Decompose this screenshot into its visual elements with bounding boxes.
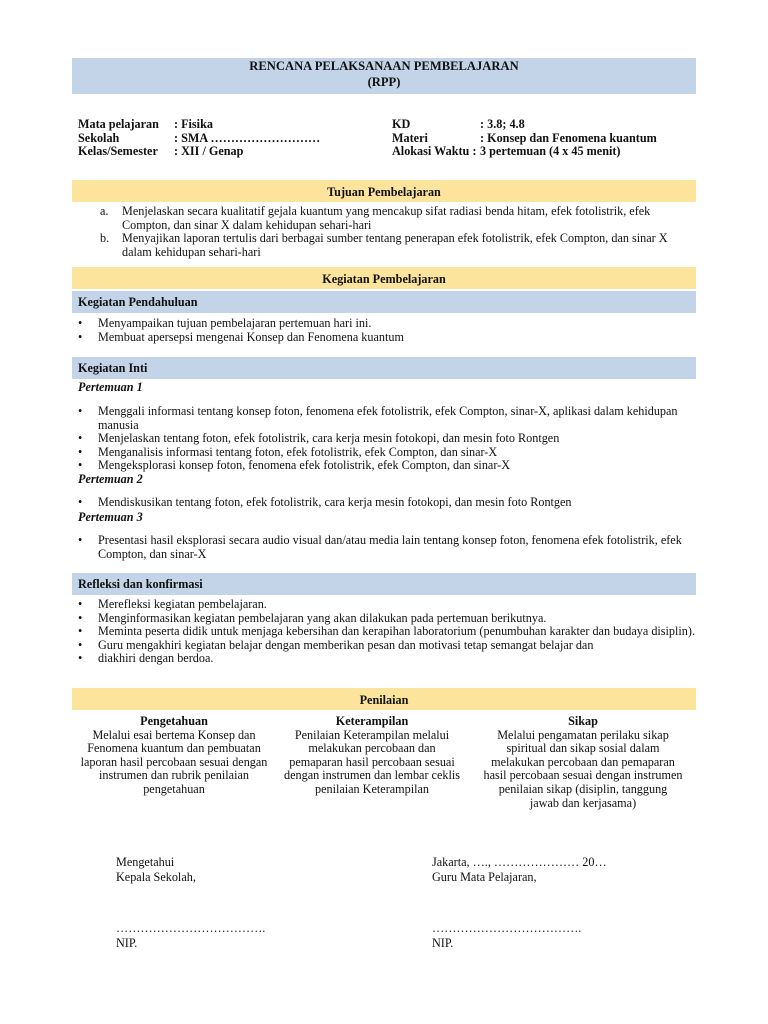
list-item: • Menjelaskan tentang foton, efek fotolistrik, cara kerja mesin fotokopi, dan mesin foto Rontgen bbox=[78, 431, 560, 446]
mapel-label: Mata pelajaran bbox=[78, 117, 159, 131]
sikap-heading: Sikap bbox=[568, 714, 598, 728]
keterampilan-text: Penilaian Keterampilan melalui melakukan percobaan dan pemaparan hasil percobaan sesuai dengan instrumen dan lembar ceklis penilaian Keterampilan bbox=[284, 727, 460, 796]
mapel-value: : Fisika bbox=[174, 117, 213, 131]
signature-right bbox=[432, 855, 607, 885]
keterampilan-heading: Keterampilan bbox=[335, 714, 409, 728]
kepala-sekolah-text: Kepala Sekolah, bbox=[116, 870, 196, 884]
document-subtitle: (RPP) bbox=[367, 75, 401, 89]
pertemuan-2-list bbox=[72, 496, 696, 510]
document-header bbox=[72, 58, 696, 94]
signature-dots: ………………………………. bbox=[432, 921, 582, 935]
pertemuan-1-list bbox=[72, 405, 696, 473]
info-left bbox=[78, 118, 320, 159]
list-item: a. Menjelaskan secara kualitatif gejala kuantum yang mencakup sifat radiasi benda hitam, efek fotolistrik, efek Compton, dan sinar X dalam kehidupan sehari-hari bbox=[100, 204, 651, 232]
list-item: b. Menyajikan laporan tertulis dari berbagai sumber tentang penerapan efek fotolistrik, efek Compton, dan sinar X dalam kehidupan sehari-hari bbox=[100, 231, 668, 259]
list-item: • Menyampaikan tujuan pembelajaran pertemuan hari ini. bbox=[78, 316, 372, 330]
alokasi-label: Alokasi Waktu : bbox=[392, 144, 477, 158]
pengetahuan-heading: Pengetahuan bbox=[140, 714, 208, 728]
pengetahuan-column bbox=[76, 715, 272, 797]
sikap-column bbox=[483, 715, 683, 810]
kegiatan-heading: Kegiatan Pembelajaran bbox=[72, 267, 696, 289]
list-item: • Meminta peserta didik untuk menjaga kebersihan dan kerapihan laboratorium (penumbuhan karakter dan budaya disiplin). bbox=[78, 624, 695, 639]
kelas-value: : XII / Genap bbox=[174, 144, 244, 158]
signature-left-line bbox=[116, 921, 265, 951]
pertemuan-3-list bbox=[72, 534, 696, 561]
inti-heading: Kegiatan Inti bbox=[72, 357, 696, 379]
refleksi-list bbox=[72, 598, 696, 666]
list-item: • Merefleksi kegiatan pembelajaran. bbox=[78, 597, 267, 611]
list-item: • Menginformasikan kegiatan pembelajaran yang akan dilakukan pada pertemuan berikutnya. bbox=[78, 610, 547, 625]
pertemuan-2-label: Pertemuan 2 bbox=[78, 472, 143, 486]
list-item: • Mengeksplorasi konsep foton, fenomena efek fotolistrik, efek Compton, dan sinar-X bbox=[78, 458, 511, 473]
list-item: • Guru mengakhiri kegiatan belajar dengan memberikan pesan dan motivasi tetap semangat belajar dan bbox=[78, 637, 594, 652]
pertemuan-1-label: Pertemuan 1 bbox=[78, 380, 143, 394]
list-item: • Mendiskusikan tentang foton, efek fotolistrik, cara kerja mesin fotokopi, dan mesin foto Rontgen bbox=[78, 495, 572, 509]
nip-label: NIP. bbox=[432, 936, 454, 950]
pengetahuan-text: Melalui esai bertema Konsep dan Fenomena kuantum dan pembuatan laporan hasil percobaan sesuai dengan instrumen dan rubrik penilaian pengetahuan bbox=[80, 727, 268, 796]
kelas-label: Kelas/Semester bbox=[78, 144, 158, 158]
alokasi-value: 3 pertemuan (4 x 45 menit) bbox=[480, 144, 621, 158]
keterampilan-column bbox=[282, 715, 462, 797]
sikap-text: Melalui pengamatan perilaku sikap spiritual dan sikap sosial dalam melakukan percobaan dan pemaparan hasil percobaan sesuai dengan instrumen penilaian sikap (disiplin, tanggung jawab dan kerjasama) bbox=[483, 727, 683, 810]
signature-dots: ………………………………. bbox=[116, 921, 266, 935]
materi-label: Materi bbox=[392, 130, 428, 145]
signature-right-line bbox=[432, 921, 581, 951]
info-right bbox=[392, 118, 657, 159]
tujuan-list bbox=[72, 205, 696, 259]
pendahuluan-list bbox=[72, 317, 696, 344]
list-item: • Menganalisis informasi tentang foton, efek fotolistrik, efek Compton, dan sinar-X bbox=[78, 444, 498, 459]
sekolah-label: Sekolah bbox=[78, 130, 120, 145]
pertemuan-3-label: Pertemuan 3 bbox=[78, 510, 143, 524]
signature-left bbox=[116, 855, 196, 885]
guru-text: Guru Mata Pelajaran, bbox=[432, 870, 537, 884]
kd-label: KD bbox=[392, 117, 411, 131]
tujuan-heading: Tujuan Pembelajaran bbox=[72, 180, 696, 202]
list-item: • Membuat apersepsi mengenai Konsep dan Fenomena kuantum bbox=[78, 329, 404, 344]
place-date-text: Jakarta, …., ………………… 20… bbox=[432, 855, 607, 869]
nip-label: NIP. bbox=[116, 936, 138, 950]
sekolah-value: : SMA ……………………… bbox=[174, 130, 321, 145]
list-item: • diakhiri dengan berdoa. bbox=[78, 651, 214, 666]
mengetahui-text: Mengetahui bbox=[116, 855, 175, 869]
list-item: • Menggali informasi tentang konsep foton, fenomena efek fotolistrik, efek Compton, sinar-X, aplikasi dalam kehidupan manusia bbox=[78, 404, 678, 432]
materi-value: : Konsep dan Fenomena kuantum bbox=[480, 130, 657, 145]
penilaian-heading: Penilaian bbox=[72, 688, 696, 710]
pendahuluan-heading: Kegiatan Pendahuluan bbox=[72, 291, 696, 313]
kd-value: : 3.8; 4.8 bbox=[480, 117, 525, 131]
refleksi-heading: Refleksi dan konfirmasi bbox=[72, 573, 696, 595]
list-item: • Presentasi hasil eksplorasi secara audio visual dan/atau media lain tentang konsep foton, fenomena efek fotolistrik, efek Compton, dan sinar-X bbox=[78, 533, 682, 561]
document-title: RENCANA PELAKSANAAN PEMBELAJARAN bbox=[249, 59, 519, 73]
